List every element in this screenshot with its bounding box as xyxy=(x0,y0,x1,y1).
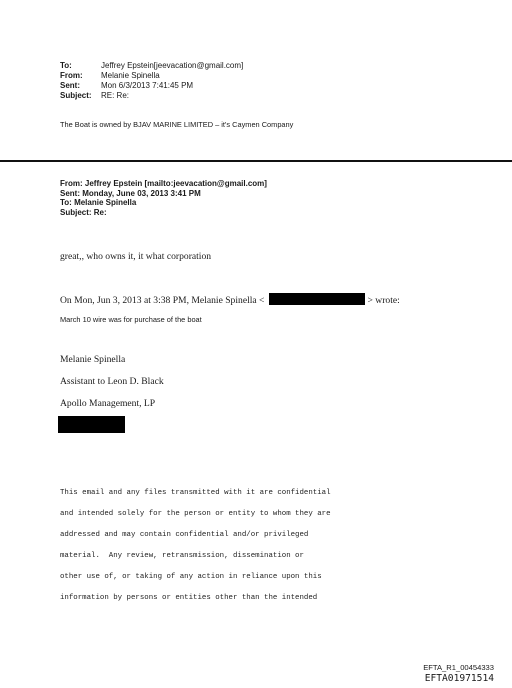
from-row xyxy=(60,71,243,81)
redaction-box xyxy=(58,416,125,433)
quoted-sent: Sent: Monday, June 03, 2013 3:41 PM xyxy=(60,188,201,198)
subject-row xyxy=(60,91,243,101)
quoted-from: From: Jeffrey Epstein [mailto:jeevacation@gmail.com] xyxy=(60,179,267,188)
from-label: From: xyxy=(60,71,83,80)
confidentiality-notice: This email and any files transmitted with it are confidential and intended solely for the person or entity to whom they are addressed and may contain confidential and/or privileged material. Any review, retransmission, dissemination or other use of, or taking of any action in reliance upon this information by persons or entities other than the intended xyxy=(60,489,331,602)
inner-body: March 10 wire was for purchase of the boat xyxy=(60,315,202,324)
signature-company: Apollo Management, LP xyxy=(60,398,156,409)
to-value: Jeffrey Epstein[jeevacation@gmail.com] xyxy=(101,61,244,70)
sent-row xyxy=(60,81,243,91)
reply-body: The Boat is owned by BJAV MARINE LIMITED – it's Caymen Company xyxy=(60,120,294,129)
quoted-subject: Subject: Re: xyxy=(60,207,107,217)
signature-name: Melanie Spinella xyxy=(60,354,126,365)
to-label: To: xyxy=(60,61,72,70)
signature-title: Assistant to Leon D. Black xyxy=(60,376,164,387)
quoted-to: To: Melanie Spinella xyxy=(60,198,137,208)
sent-label: Sent: xyxy=(60,81,80,90)
quoted-attribution: On Mon, Jun 3, 2013 at 3:38 PM, Melanie Spinella < > wrote: xyxy=(60,295,400,306)
subject-label: Subject: xyxy=(60,91,92,100)
subject-value: RE: Re: xyxy=(101,91,130,100)
sent-value: Mon 6/3/2013 7:41:45 PM xyxy=(101,81,194,90)
footer-ref-1: EFTA_R1_00454333 xyxy=(423,663,494,672)
from-value: Melanie Spinella xyxy=(101,71,160,80)
footer-ref-2: EFTA01971514 xyxy=(424,673,494,684)
redaction-box xyxy=(269,293,365,305)
separator-rule xyxy=(0,160,512,162)
quoted-body: great,, who owns it, it what corporation xyxy=(60,251,212,262)
to-row xyxy=(60,61,243,71)
quoted-header xyxy=(60,179,267,217)
email-header xyxy=(60,61,243,101)
